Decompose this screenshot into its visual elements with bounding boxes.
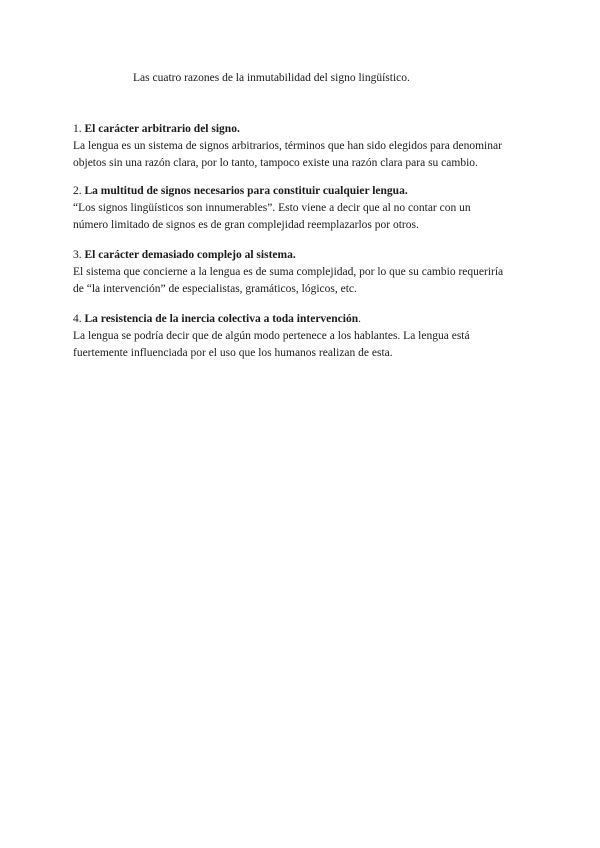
section-title: El carácter demasiado complejo al sistema.: [84, 249, 296, 261]
section-body: El sistema que concierne a la lengua es de suma complejidad, por lo que su cambio requeriría de “la intervención” de especialistas, gramáticos, lógicos, etc.: [73, 266, 504, 295]
section-body: La lengua se podría decir que de algún modo pertenece a los hablantes. La lengua está fuertemente influenciada por el uso que los humanos realizan de esta.: [73, 330, 470, 359]
section-4: [73, 311, 543, 362]
section-number: 2.: [73, 185, 85, 197]
section-3: [73, 247, 543, 298]
section-heading: [73, 247, 543, 264]
section-heading: [73, 311, 543, 328]
section-number: 1.: [73, 123, 85, 135]
section-2: [73, 183, 543, 234]
document-title: Las cuatro razones de la inmutabilidad del signo lingüístico.: [133, 72, 410, 84]
section-title: La resistencia de la inercia colectiva a toda intervención: [84, 313, 359, 325]
section-number: 3.: [73, 249, 85, 261]
section-number: 4.: [73, 313, 85, 325]
section-1: [73, 121, 543, 172]
section-heading: [73, 121, 543, 138]
section-heading: [73, 183, 543, 200]
section-title: La multitud de signos necesarios para constituir cualquier lengua.: [84, 185, 408, 197]
section-body: “Los signos lingüísticos son innumerables”. Esto viene a decir que al no contar con un número limitado de signos es de gran complejidad reemplazarlos por otros.: [73, 202, 471, 231]
section-title-suffix: .: [358, 313, 361, 325]
section-title: El carácter arbitrario del signo.: [84, 123, 240, 135]
section-body: La lengua es un sistema de signos arbitrarios, términos que han sido elegidos para denominar objetos sin una razón clara, por lo tanto, tampoco existe una razón clara para su cambio.: [73, 140, 502, 169]
